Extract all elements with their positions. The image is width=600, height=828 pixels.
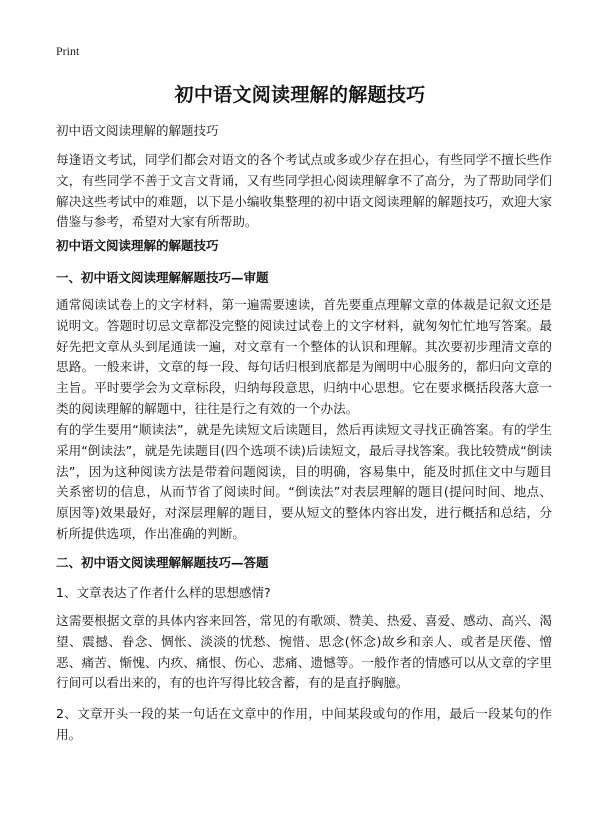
page-title: 初中语文阅读理解的解题技巧 xyxy=(174,84,426,106)
main-heading: 初中语文阅读理解的解题技巧 xyxy=(56,238,219,253)
question-1: 1、文章表达了作者什么样的思想感情? xyxy=(56,585,271,600)
section1-heading: 一、初中语文阅读理解解题技巧—审题 xyxy=(56,270,269,285)
section1-paragraph-2: 有的学生要用“顺读法”，就是先读短文后读题目，然后再读短文寻找正确答案。有的学生采用“倒读法”，就是先读题目(四个选项不读)后读短文，最后寻找答案。我比较赞成“倒读法”，因为这种阅读方法是带着问题阅读，目的明确，容易集中，能及时抓住文中与题目关系密切的信息，从而节省了阅读时间。“倒读法”对表层理解的题目(提问时间、地点、原因等)效果最好，对深层理解的题目，要从短文的整体内容出发，进行概括和总结，分析所提供选项，作出准确的判断。 xyxy=(56,422,552,541)
section1-paragraph-1: 通常阅读试卷上的文字材料，第一遍需要速读，首先要重点理解文章的体裁是记叙文还是说明文。答题时切忌文章都没完整的阅读过试卷上的文字材料，就匆匆忙忙地写答案。最好先把文章从头到尾通读一遍，对文章有一个整体的认识和理解。其次要初步理清文章的思路。一般来讲，文章的每一段、每句话归根到底都是为阐明中心服务的，都归向文章的主旨。平时要学会为文章标段，归纳每段意思，归纳中心思想。它在要求概括段落大意一类的阅读理解的解题中，往往是行之有效的一个办法。 xyxy=(56,297,552,416)
intro-paragraph: 每逢语文考试，同学们都会对语文的各个考试点或多或少存在担心，有些同学不擅长些作文，有些同学不善于文言文背诵，又有些同学担心阅读理解拿不了高分，为了帮助同学们解决这些考试中的难题，以下是小编收集整理的初中语文阅读理解的解题技巧，欢迎大家借鉴与参考，希望对大家有所帮助。 xyxy=(56,152,552,230)
question-1-answer: 这需要根据文章的具体内容来回答，常见的有歌颂、赞美、热爱、喜爱、感动、高兴、渴望、震撼、眷念、惆怅、淡淡的忧愁、惋惜、思念(怀念)故乡和亲人、或者是厌倦、憎恶、痛苦、惭愧、内疚、痛恨、伤心、悲痛、遗憾等。一般作者的情感可以从文章的字里行间可以看出来的，有的也许写得比较含蓄，有的是直抒胸臆。 xyxy=(56,613,552,691)
print-link[interactable]: Print xyxy=(56,44,80,58)
subtitle: 初中语文阅读理解的解题技巧 xyxy=(56,123,219,138)
section2-heading: 二、初中语文阅读理解解题技巧—答题 xyxy=(56,555,269,570)
question-2: 2、文章开头一段的某一句话在文章中的作用，中间某段或句的作用，最后一段某句的作用。 xyxy=(56,706,552,742)
